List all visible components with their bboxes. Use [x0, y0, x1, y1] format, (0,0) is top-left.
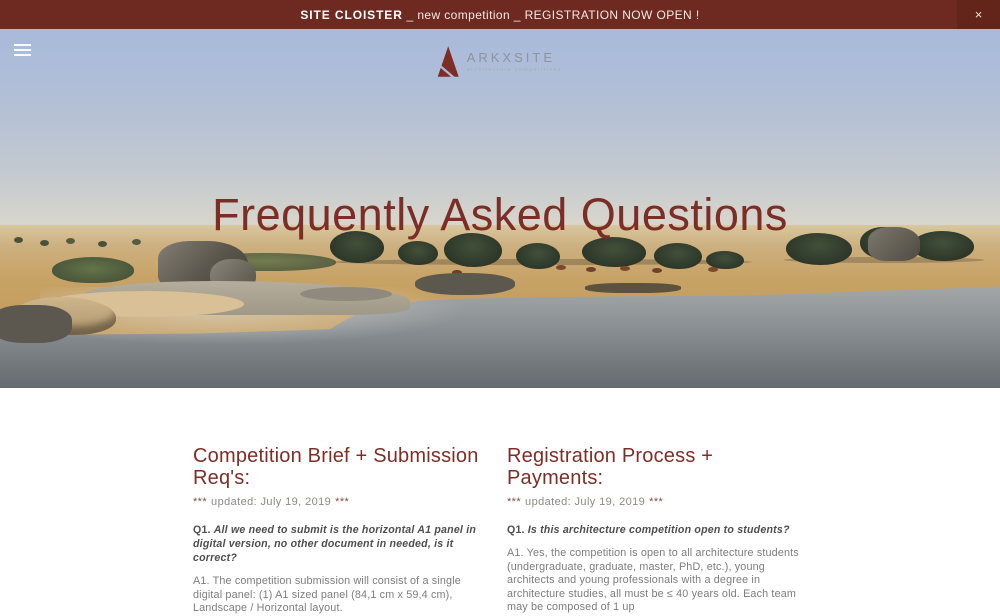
logo-link[interactable] — [438, 46, 563, 77]
faq-question: Q1. Is this architecture competition open to students? — [507, 524, 790, 536]
tree — [516, 243, 560, 269]
column-heading: Competition Brief + Submission Req's: — [193, 445, 479, 489]
banner-competition-name: SITE CLOISTER — [300, 7, 403, 22]
boulder — [0, 305, 72, 343]
page-title: Frequently Asked Questions — [212, 189, 788, 240]
faq-answer: A1. The competition submission will consist of a single digital panel: (1) A1 sized panel (84,1 cm x 59,4 cm), Landscape / Horizontal layout. — [193, 575, 461, 614]
arkxsite-triangle-logo-icon — [438, 46, 459, 77]
hero-photo — [0, 29, 1000, 388]
bush — [52, 257, 134, 283]
tree — [582, 237, 646, 267]
faq-question: Q1. All we need to submit is the horizontal A1 panel in digital version, no other document in needed, is it correct? — [193, 524, 477, 564]
tree — [398, 241, 438, 265]
faq-section — [0, 388, 1000, 616]
updated-date: *** updated: July 19, 2019 *** — [507, 496, 664, 508]
notification-banner — [0, 0, 1000, 29]
faq-column-competition-brief — [193, 445, 493, 616]
stone-wall — [585, 283, 681, 293]
column-heading: Registration Process + Payments: — [507, 445, 714, 489]
tree — [654, 243, 702, 269]
logo-name: ARKXSITE — [466, 49, 555, 65]
hamburger-menu-button[interactable] — [14, 44, 32, 58]
site-header — [0, 29, 1000, 89]
tree — [706, 251, 744, 269]
faq-column-registration — [507, 445, 807, 616]
faq-answer: A1. Yes, the competition is open to all architecture students (undergraduate, graduate, master, PhD, etc.), young architects and young professionals with a degree in architecture studies, all must be ≤ 40 years old. Each team may be composed of 1 up — [507, 547, 799, 613]
updated-date: *** updated: July 19, 2019 *** — [193, 496, 350, 508]
logo-tagline: architecture competitions — [466, 66, 563, 73]
cattle — [556, 265, 566, 270]
rocks — [300, 287, 392, 301]
banner-message: _ new competition _ REGISTRATION NOW OPEN ! — [402, 7, 700, 22]
banner-close-button[interactable] — [957, 0, 1000, 29]
hamburger-icon — [14, 44, 31, 46]
banner-text — [300, 8, 699, 22]
close-icon: × — [974, 7, 983, 22]
